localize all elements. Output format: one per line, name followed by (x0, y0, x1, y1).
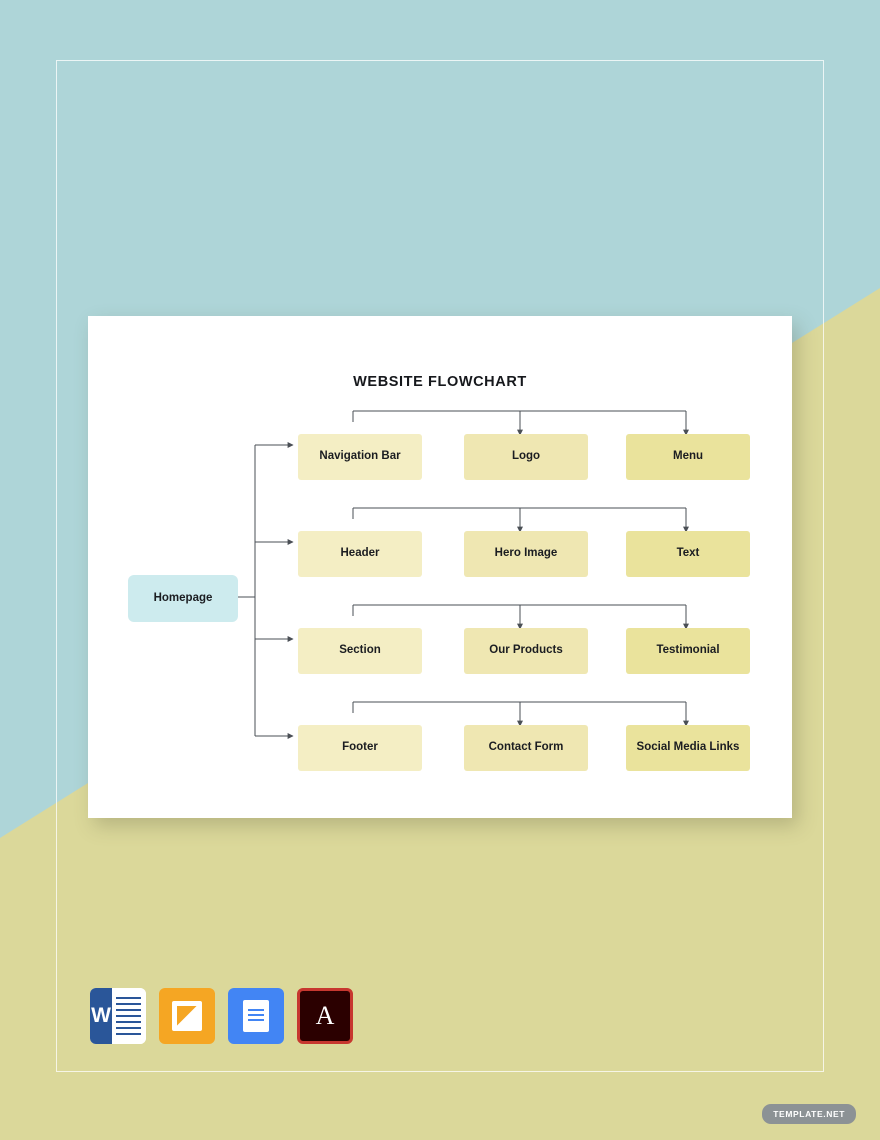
node-logo[interactable]: Logo (464, 434, 588, 480)
node-contact-form[interactable]: Contact Form (464, 725, 588, 771)
page-title: WEBSITE FLOWCHART (353, 374, 527, 390)
word-icon-lines (112, 988, 146, 1044)
word-icon[interactable] (90, 988, 146, 1044)
google-docs-icon-sheet (243, 1000, 269, 1032)
node-homepage[interactable]: Homepage (128, 575, 238, 622)
pencil-icon (177, 1006, 197, 1026)
watermark-badge: TEMPLATE.NET (762, 1104, 856, 1124)
flowchart (88, 316, 792, 818)
node-footer[interactable]: Footer (298, 725, 422, 771)
node-navigation-bar[interactable]: Navigation Bar (298, 434, 422, 480)
document-card (88, 316, 792, 818)
node-hero-image[interactable]: Hero Image (464, 531, 588, 577)
pdf-icon[interactable]: A (297, 988, 353, 1044)
file-format-icons (88, 988, 508, 1048)
node-testimonial[interactable]: Testimonial (626, 628, 750, 674)
node-section[interactable]: Section (298, 628, 422, 674)
google-docs-icon[interactable] (228, 988, 284, 1044)
pages-icon-sheet (172, 1001, 202, 1031)
node-header[interactable]: Header (298, 531, 422, 577)
node-social-media-links[interactable]: Social Media Links (626, 725, 750, 771)
pages-icon[interactable] (159, 988, 215, 1044)
word-icon-letter: W (90, 988, 112, 1044)
node-text[interactable]: Text (626, 531, 750, 577)
node-our-products[interactable]: Our Products (464, 628, 588, 674)
node-menu[interactable]: Menu (626, 434, 750, 480)
